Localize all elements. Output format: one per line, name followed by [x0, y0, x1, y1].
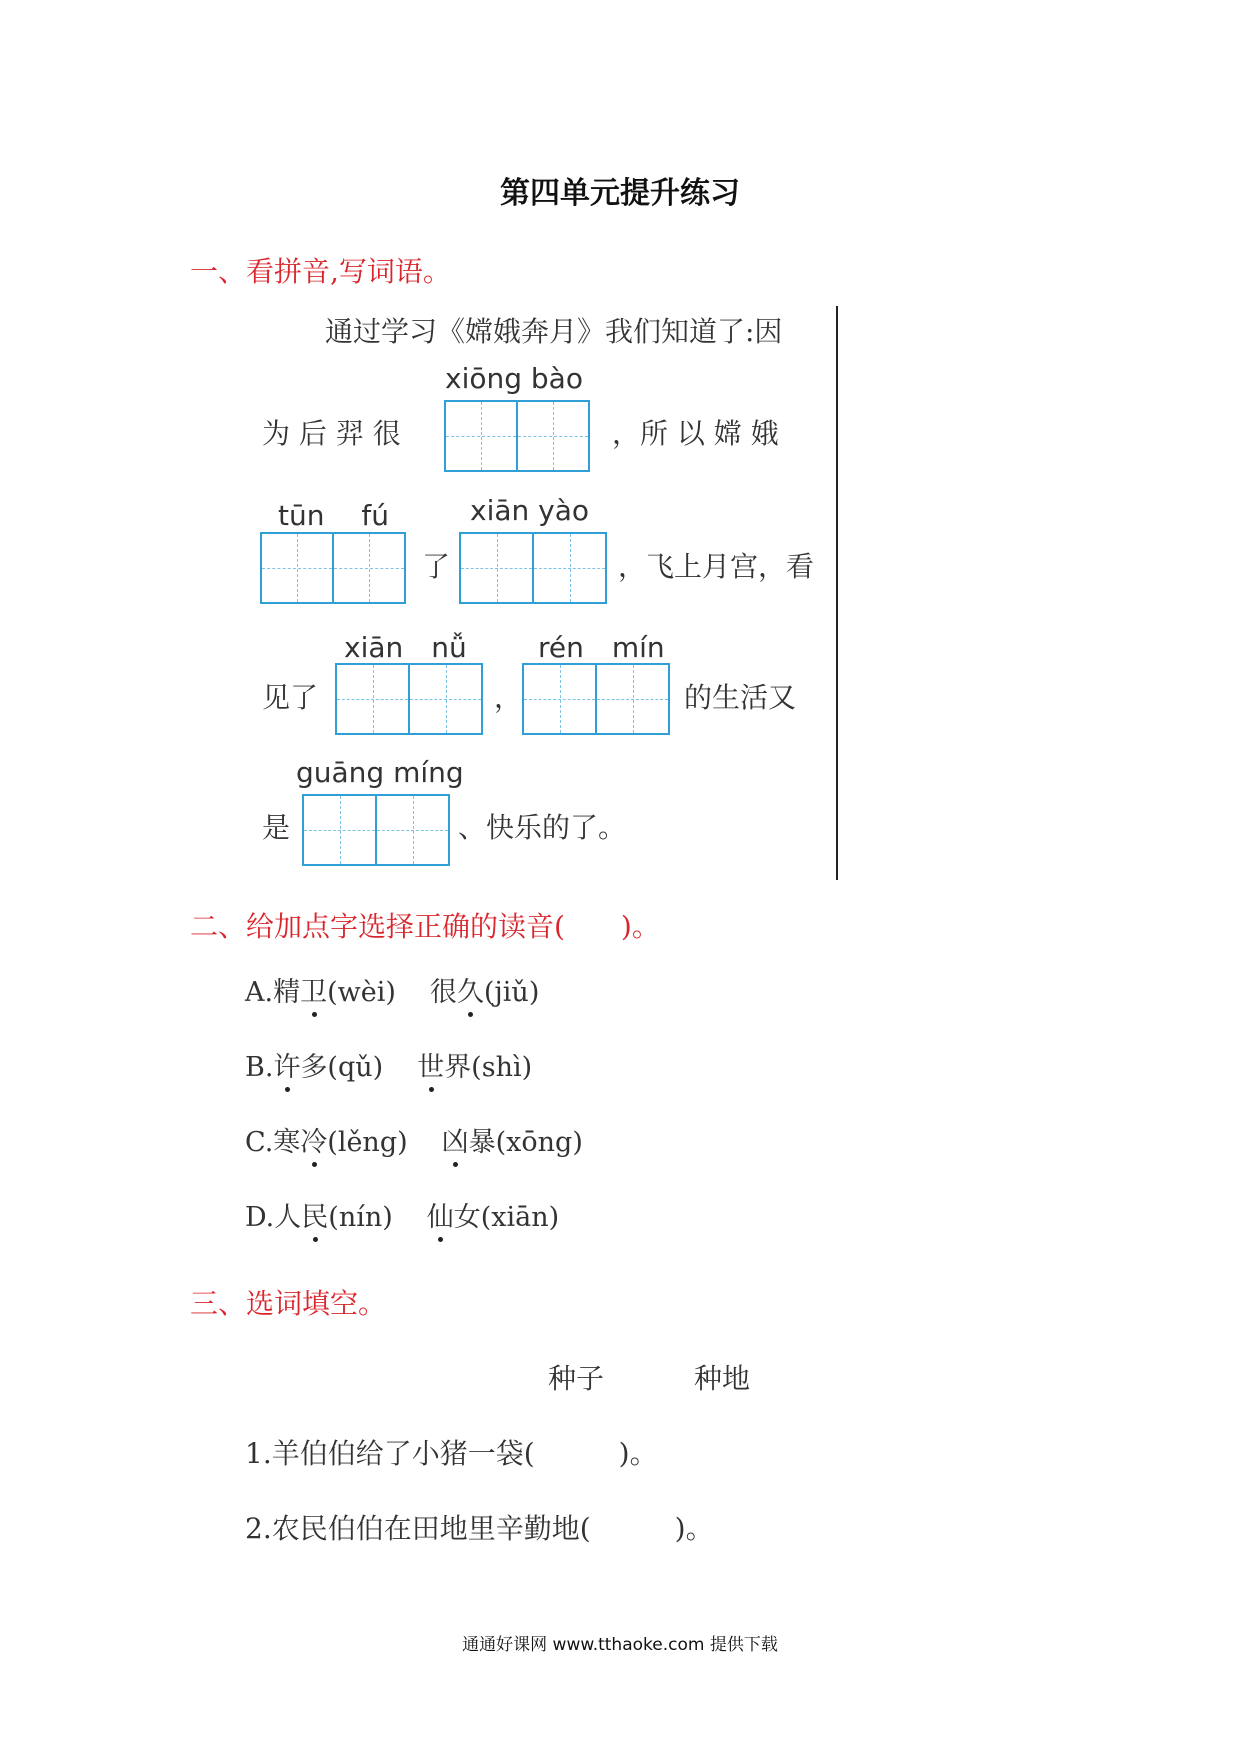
option-c-pinyin-1: (lěng)	[327, 1127, 408, 1158]
option-c[interactable]	[245, 1120, 583, 1159]
row3-comma: ，	[494, 681, 523, 714]
answer-grid-xianyao[interactable]	[459, 532, 607, 604]
option-d-label: D.	[245, 1202, 275, 1233]
question-1: 1.羊伯伯给了小猪一袋( )。	[245, 1437, 658, 1470]
divider-line	[836, 306, 838, 880]
answer-grid-tunfu[interactable]	[260, 532, 406, 604]
answer-grid-xiannu[interactable]	[335, 663, 483, 735]
option-b-dotted-char-2: 世	[417, 1045, 444, 1084]
pinyin-guangming: guāng míng	[296, 756, 464, 789]
option-c-label: C.	[245, 1127, 274, 1158]
option-a-char: 精	[273, 977, 301, 1008]
option-a-pinyin-2: (jiǔ)	[483, 977, 540, 1008]
option-b-pinyin-1: 多(qǔ)	[300, 1052, 384, 1083]
pinyin-tunfu: tūn fú	[278, 499, 389, 532]
row4-right-text: 、快乐的了。	[458, 811, 627, 844]
row2-mid-text: 了	[422, 550, 451, 583]
option-c-dotted-char-2: 凶	[442, 1120, 469, 1159]
answer-grid-guangming[interactable]	[302, 794, 450, 866]
pinyin-xiannu: xiān nǚ	[344, 631, 467, 664]
option-b-pinyin-2: 界(shì)	[444, 1052, 533, 1083]
row3-right-text: 的生活又	[684, 681, 797, 714]
option-c-dotted-char-1: 冷	[300, 1120, 327, 1159]
option-a-pinyin-1: (wèi)	[327, 977, 396, 1008]
option-b[interactable]	[245, 1045, 532, 1084]
option-a-char-2: 很	[429, 977, 457, 1008]
option-b-dotted-char-1: 许	[273, 1045, 300, 1084]
word-choice-a: 种子	[548, 1362, 605, 1395]
option-a[interactable]	[245, 970, 539, 1009]
option-d-pinyin-1: (nín)	[328, 1202, 393, 1233]
row1-right-text: ，所 以 嫦 娥	[612, 417, 779, 450]
option-d-pinyin-2: 女(xiān)	[453, 1202, 560, 1233]
pinyin-renmin: rén mín	[538, 631, 665, 664]
option-d[interactable]	[245, 1195, 559, 1234]
section-2-heading: 二、给加点字选择正确的读音( )。	[190, 910, 660, 943]
section-3-heading: 三、选词填空。	[190, 1287, 387, 1320]
option-c-pinyin-2: 暴(xōng)	[468, 1127, 583, 1158]
option-d-dotted-char-1: 民	[301, 1195, 328, 1234]
footer-text: 通通好课网 www.tthaoke.com 提供下载	[462, 1635, 778, 1655]
answer-grid-xiongbao[interactable]	[444, 400, 590, 472]
option-b-label: B.	[245, 1052, 274, 1083]
option-d-dotted-char-2: 仙	[427, 1195, 454, 1234]
row1-left-text: 为 后 羿 很	[262, 417, 401, 450]
question-2: 2.农民伯伯在田地里辛勤地( )。	[245, 1512, 714, 1545]
section-1-intro: 通过学习《嫦娥奔月》我们知道了:因	[325, 315, 783, 348]
option-a-label: A.	[245, 977, 274, 1008]
pinyin-xiongbao: xiōng bào	[445, 362, 583, 395]
answer-grid-renmin[interactable]	[522, 663, 670, 735]
option-c-char: 寒	[273, 1127, 301, 1158]
page-title: 第四单元提升练习	[500, 176, 740, 211]
option-a-dotted-char-1: 卫	[300, 970, 327, 1009]
row3-left-text: 见了	[262, 681, 319, 714]
option-a-dotted-char-2: 久	[457, 970, 484, 1009]
option-d-char: 人	[274, 1202, 302, 1233]
row2-right-text: ，飞上月宫，看	[618, 550, 815, 583]
pinyin-xianyao: xiān yào	[470, 494, 590, 527]
row4-left-text: 是	[262, 811, 291, 844]
word-choice-b: 种地	[694, 1362, 751, 1395]
section-1-heading: 一、看拼音,写词语。	[190, 255, 451, 288]
